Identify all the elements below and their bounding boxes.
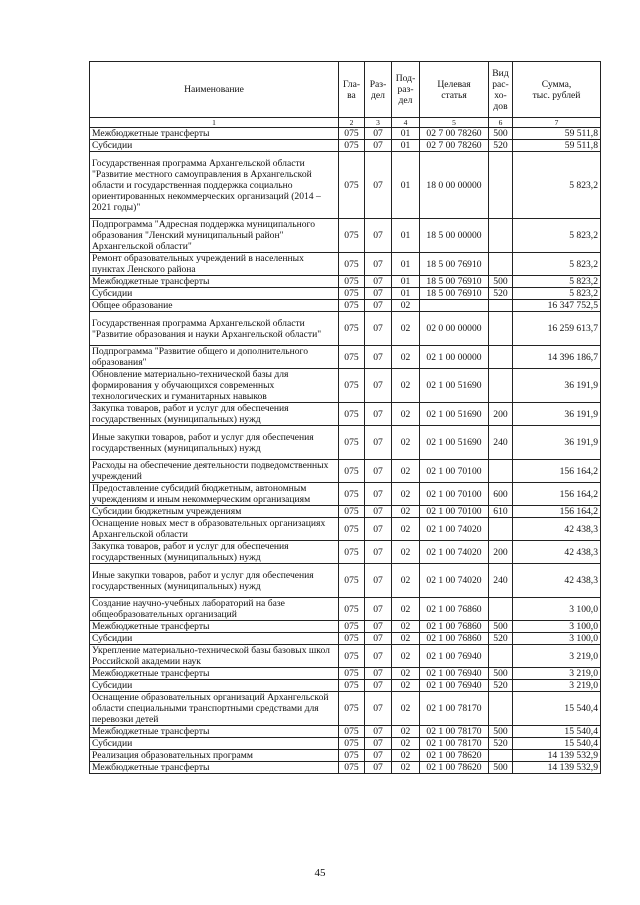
row-expense-type: 610 bbox=[489, 506, 513, 518]
row-name: Оснащение образовательных организаций Архангельской области специальными транспортными средствами для перевозки детей bbox=[90, 692, 339, 726]
row-razdel: 07 bbox=[365, 483, 392, 506]
row-expense-type bbox=[489, 692, 513, 726]
table-row bbox=[90, 621, 601, 633]
row-name: Ремонт образовательных учреждений в населенных пунктах Ленского района bbox=[90, 253, 339, 276]
row-razdel: 07 bbox=[365, 598, 392, 621]
row-sum: 42 438,3 bbox=[513, 541, 601, 564]
row-razdel: 07 bbox=[365, 276, 392, 288]
row-target-article: 02 1 00 74020 bbox=[420, 518, 489, 541]
row-razdel: 07 bbox=[365, 426, 392, 460]
row-razdel: 07 bbox=[365, 762, 392, 774]
row-target-article: 02 1 00 70100 bbox=[420, 483, 489, 506]
row-name: Субсидии bbox=[90, 680, 339, 692]
row-podrazdel: 01 bbox=[392, 219, 420, 253]
row-expense-type: 500 bbox=[489, 276, 513, 288]
row-podrazdel: 01 bbox=[392, 128, 420, 140]
table-row bbox=[90, 253, 601, 276]
row-name: Оснащение новых мест в образовательных организациях Архангельской области bbox=[90, 518, 339, 541]
row-target-article: 18 5 00 76910 bbox=[420, 253, 489, 276]
row-target-article: 02 1 00 00000 bbox=[420, 346, 489, 369]
table-row bbox=[90, 369, 601, 403]
row-name: Государственная программа Архангельской области "Развитие местного самоуправления в Архангельской области и государственная поддержка социально ориентированных некоммерческих организаций (2014 – 2021 годы)" bbox=[90, 152, 339, 219]
header-razdel: Раз- дел bbox=[365, 62, 392, 118]
row-podrazdel: 01 bbox=[392, 152, 420, 219]
row-podrazdel: 01 bbox=[392, 276, 420, 288]
row-target-article: 02 7 00 78260 bbox=[420, 140, 489, 152]
table-row bbox=[90, 426, 601, 460]
row-podrazdel: 02 bbox=[392, 518, 420, 541]
table-row bbox=[90, 483, 601, 506]
row-target-article: 02 1 00 51690 bbox=[420, 403, 489, 426]
row-expense-type bbox=[489, 645, 513, 668]
row-name: Подпрограмма "Развитие общего и дополнительного образования" bbox=[90, 346, 339, 369]
row-podrazdel: 02 bbox=[392, 680, 420, 692]
row-sum: 3 100,0 bbox=[513, 633, 601, 645]
row-glava: 075 bbox=[339, 541, 365, 564]
row-sum: 15 540,4 bbox=[513, 738, 601, 750]
table-row bbox=[90, 680, 601, 692]
row-razdel: 07 bbox=[365, 312, 392, 346]
row-glava: 075 bbox=[339, 253, 365, 276]
column-number: 4 bbox=[392, 118, 420, 128]
row-sum: 5 823,2 bbox=[513, 253, 601, 276]
row-glava: 075 bbox=[339, 506, 365, 518]
row-glava: 075 bbox=[339, 750, 365, 762]
row-expense-type bbox=[489, 369, 513, 403]
row-podrazdel: 02 bbox=[392, 621, 420, 633]
row-glava: 075 bbox=[339, 403, 365, 426]
row-sum: 15 540,4 bbox=[513, 726, 601, 738]
row-expense-type: 520 bbox=[489, 140, 513, 152]
row-name: Предоставление субсидий бюджетным, автономным учреждениям и иным некоммерческим организациям bbox=[90, 483, 339, 506]
row-podrazdel: 02 bbox=[392, 300, 420, 312]
header-row bbox=[90, 62, 601, 118]
row-podrazdel: 02 bbox=[392, 645, 420, 668]
column-number: 7 bbox=[513, 118, 601, 128]
row-name: Общее образование bbox=[90, 300, 339, 312]
row-podrazdel: 02 bbox=[392, 403, 420, 426]
row-razdel: 07 bbox=[365, 346, 392, 369]
row-target-article: 02 1 00 70100 bbox=[420, 506, 489, 518]
row-name: Межбюджетные трансферты bbox=[90, 276, 339, 288]
row-sum: 36 191,9 bbox=[513, 426, 601, 460]
table-row bbox=[90, 762, 601, 774]
row-expense-type: 200 bbox=[489, 403, 513, 426]
row-target-article bbox=[420, 300, 489, 312]
row-razdel: 07 bbox=[365, 726, 392, 738]
row-razdel: 07 bbox=[365, 403, 392, 426]
row-podrazdel: 02 bbox=[392, 346, 420, 369]
row-expense-type: 240 bbox=[489, 564, 513, 598]
row-sum: 3 100,0 bbox=[513, 621, 601, 633]
row-target-article: 02 1 00 76860 bbox=[420, 633, 489, 645]
row-sum: 3 219,0 bbox=[513, 668, 601, 680]
row-razdel: 07 bbox=[365, 152, 392, 219]
header-glava: Гла- ва bbox=[339, 62, 365, 118]
row-name: Межбюджетные трансферты bbox=[90, 762, 339, 774]
row-expense-type bbox=[489, 346, 513, 369]
row-name: Закупка товаров, работ и услуг для обеспечения государственных (муниципальных) нужд bbox=[90, 403, 339, 426]
row-glava: 075 bbox=[339, 518, 365, 541]
column-number: 5 bbox=[420, 118, 489, 128]
row-razdel: 07 bbox=[365, 253, 392, 276]
row-sum: 156 164,2 bbox=[513, 483, 601, 506]
column-number-row bbox=[90, 118, 601, 128]
row-sum: 14 396 186,7 bbox=[513, 346, 601, 369]
table-row bbox=[90, 726, 601, 738]
row-glava: 075 bbox=[339, 312, 365, 346]
row-name: Межбюджетные трансферты bbox=[90, 726, 339, 738]
row-sum: 5 823,2 bbox=[513, 219, 601, 253]
row-podrazdel: 02 bbox=[392, 726, 420, 738]
page-number: 45 bbox=[314, 867, 326, 879]
table-row bbox=[90, 692, 601, 726]
row-sum: 42 438,3 bbox=[513, 518, 601, 541]
row-razdel: 07 bbox=[365, 680, 392, 692]
row-target-article: 02 1 00 76940 bbox=[420, 668, 489, 680]
table-row bbox=[90, 140, 601, 152]
row-glava: 075 bbox=[339, 621, 365, 633]
table-row bbox=[90, 738, 601, 750]
header-sum: Сумма, тыс. рублей bbox=[513, 62, 601, 118]
row-razdel: 07 bbox=[365, 541, 392, 564]
row-razdel: 07 bbox=[365, 645, 392, 668]
row-target-article: 02 1 00 78620 bbox=[420, 750, 489, 762]
row-razdel: 07 bbox=[365, 518, 392, 541]
row-sum: 59 511,8 bbox=[513, 128, 601, 140]
row-target-article: 02 1 00 78170 bbox=[420, 726, 489, 738]
table-row bbox=[90, 403, 601, 426]
row-podrazdel: 02 bbox=[392, 483, 420, 506]
row-expense-type: 240 bbox=[489, 426, 513, 460]
row-sum: 5 823,2 bbox=[513, 152, 601, 219]
column-number: 3 bbox=[365, 118, 392, 128]
row-glava: 075 bbox=[339, 633, 365, 645]
row-name: Субсидии bbox=[90, 140, 339, 152]
row-razdel: 07 bbox=[365, 219, 392, 253]
row-podrazdel: 02 bbox=[392, 506, 420, 518]
table-row bbox=[90, 506, 601, 518]
column-number: 2 bbox=[339, 118, 365, 128]
header-name: Наименование bbox=[90, 62, 339, 118]
row-glava: 075 bbox=[339, 152, 365, 219]
row-podrazdel: 02 bbox=[392, 541, 420, 564]
row-name: Государственная программа Архангельской области "Развитие образования и науки Архангельской области" bbox=[90, 312, 339, 346]
row-expense-type bbox=[489, 253, 513, 276]
row-glava: 075 bbox=[339, 460, 365, 483]
row-expense-type: 520 bbox=[489, 680, 513, 692]
row-sum: 5 823,2 bbox=[513, 276, 601, 288]
row-podrazdel: 02 bbox=[392, 762, 420, 774]
row-name: Межбюджетные трансферты bbox=[90, 621, 339, 633]
row-podrazdel: 01 bbox=[392, 253, 420, 276]
row-podrazdel: 01 bbox=[392, 140, 420, 152]
row-expense-type bbox=[489, 750, 513, 762]
row-glava: 075 bbox=[339, 288, 365, 300]
column-number: 6 bbox=[489, 118, 513, 128]
row-expense-type: 500 bbox=[489, 726, 513, 738]
row-target-article: 02 1 00 76940 bbox=[420, 645, 489, 668]
row-podrazdel: 02 bbox=[392, 312, 420, 346]
header-expense-type: Вид рас- хо- дов bbox=[489, 62, 513, 118]
row-name: Субсидии bbox=[90, 738, 339, 750]
row-podrazdel: 02 bbox=[392, 460, 420, 483]
row-glava: 075 bbox=[339, 645, 365, 668]
row-target-article: 02 1 00 76860 bbox=[420, 598, 489, 621]
row-name: Закупка товаров, работ и услуг для обеспечения государственных (муниципальных) нужд bbox=[90, 541, 339, 564]
row-razdel: 07 bbox=[365, 738, 392, 750]
row-expense-type: 500 bbox=[489, 621, 513, 633]
row-sum: 15 540,4 bbox=[513, 692, 601, 726]
row-glava: 075 bbox=[339, 762, 365, 774]
row-sum: 14 139 532,9 bbox=[513, 750, 601, 762]
row-razdel: 07 bbox=[365, 692, 392, 726]
row-razdel: 07 bbox=[365, 369, 392, 403]
row-expense-type: 600 bbox=[489, 483, 513, 506]
row-target-article: 02 0 00 00000 bbox=[420, 312, 489, 346]
row-expense-type: 500 bbox=[489, 762, 513, 774]
table-row bbox=[90, 346, 601, 369]
table-row bbox=[90, 312, 601, 346]
row-expense-type bbox=[489, 460, 513, 483]
row-glava: 075 bbox=[339, 668, 365, 680]
row-target-article: 02 1 00 76860 bbox=[420, 621, 489, 633]
row-expense-type bbox=[489, 312, 513, 346]
table-row bbox=[90, 645, 601, 668]
row-podrazdel: 02 bbox=[392, 738, 420, 750]
row-name: Укрепление материально-технической базы базовых школ Российской академии наук bbox=[90, 645, 339, 668]
row-expense-type: 500 bbox=[489, 128, 513, 140]
row-glava: 075 bbox=[339, 140, 365, 152]
budget-table bbox=[89, 61, 601, 774]
row-target-article: 02 1 00 78620 bbox=[420, 762, 489, 774]
row-expense-type bbox=[489, 219, 513, 253]
table-row bbox=[90, 276, 601, 288]
row-razdel: 07 bbox=[365, 668, 392, 680]
row-sum: 156 164,2 bbox=[513, 460, 601, 483]
row-razdel: 07 bbox=[365, 506, 392, 518]
row-glava: 075 bbox=[339, 346, 365, 369]
row-glava: 075 bbox=[339, 128, 365, 140]
column-number: 1 bbox=[90, 118, 339, 128]
row-razdel: 07 bbox=[365, 288, 392, 300]
table-row bbox=[90, 288, 601, 300]
row-glava: 075 bbox=[339, 219, 365, 253]
table-row bbox=[90, 541, 601, 564]
row-expense-type bbox=[489, 152, 513, 219]
row-expense-type bbox=[489, 518, 513, 541]
row-name: Иные закупки товаров, работ и услуг для обеспечения государственных (муниципальных) нужд bbox=[90, 564, 339, 598]
row-target-article: 02 1 00 76940 bbox=[420, 680, 489, 692]
table-row bbox=[90, 219, 601, 253]
row-glava: 075 bbox=[339, 680, 365, 692]
row-name: Реализация образовательных программ bbox=[90, 750, 339, 762]
row-glava: 075 bbox=[339, 369, 365, 403]
row-sum: 59 511,8 bbox=[513, 140, 601, 152]
row-expense-type: 200 bbox=[489, 541, 513, 564]
row-name: Субсидии бюджетным учреждениям bbox=[90, 506, 339, 518]
row-sum: 5 823,2 bbox=[513, 288, 601, 300]
row-name: Иные закупки товаров, работ и услуг для обеспечения государственных (муниципальных) нужд bbox=[90, 426, 339, 460]
row-razdel: 07 bbox=[365, 750, 392, 762]
header-podrazdel: Под- раз- дел bbox=[392, 62, 420, 118]
row-target-article: 02 1 00 70100 bbox=[420, 460, 489, 483]
table-row bbox=[90, 518, 601, 541]
row-name: Субсидии bbox=[90, 288, 339, 300]
row-glava: 075 bbox=[339, 738, 365, 750]
row-podrazdel: 02 bbox=[392, 692, 420, 726]
row-sum: 3 219,0 bbox=[513, 680, 601, 692]
row-razdel: 07 bbox=[365, 140, 392, 152]
table-row bbox=[90, 300, 601, 312]
row-glava: 075 bbox=[339, 564, 365, 598]
row-name: Межбюджетные трансферты bbox=[90, 668, 339, 680]
row-razdel: 07 bbox=[365, 300, 392, 312]
row-name: Подпрограмма "Адресная поддержка муниципального образования "Ленский муниципальный район" Архангельской области" bbox=[90, 219, 339, 253]
row-target-article: 02 1 00 51690 bbox=[420, 426, 489, 460]
row-target-article: 02 1 00 78170 bbox=[420, 738, 489, 750]
row-name: Обновление материально-технической базы для формирования у обучающихся современных технологических и гуманитарных навыков bbox=[90, 369, 339, 403]
row-glava: 075 bbox=[339, 426, 365, 460]
table-body bbox=[90, 128, 601, 774]
row-expense-type: 520 bbox=[489, 738, 513, 750]
row-target-article: 02 1 00 74020 bbox=[420, 541, 489, 564]
row-expense-type: 500 bbox=[489, 668, 513, 680]
table-row bbox=[90, 564, 601, 598]
row-podrazdel: 02 bbox=[392, 369, 420, 403]
table-row bbox=[90, 633, 601, 645]
row-podrazdel: 02 bbox=[392, 633, 420, 645]
row-glava: 075 bbox=[339, 300, 365, 312]
row-razdel: 07 bbox=[365, 633, 392, 645]
row-razdel: 07 bbox=[365, 460, 392, 483]
row-target-article: 02 7 00 78260 bbox=[420, 128, 489, 140]
row-name: Создание научно-учебных лабораторий на базе общеобразовательных организаций bbox=[90, 598, 339, 621]
row-target-article: 02 1 00 78170 bbox=[420, 692, 489, 726]
row-razdel: 07 bbox=[365, 564, 392, 598]
row-sum: 3 219,0 bbox=[513, 645, 601, 668]
row-target-article: 18 5 00 76910 bbox=[420, 276, 489, 288]
row-target-article: 02 1 00 74020 bbox=[420, 564, 489, 598]
row-sum: 156 164,2 bbox=[513, 506, 601, 518]
row-expense-type: 520 bbox=[489, 288, 513, 300]
row-glava: 075 bbox=[339, 692, 365, 726]
row-podrazdel: 02 bbox=[392, 598, 420, 621]
row-sum: 36 191,9 bbox=[513, 403, 601, 426]
row-expense-type bbox=[489, 598, 513, 621]
row-glava: 075 bbox=[339, 276, 365, 288]
row-sum: 16 347 752,5 bbox=[513, 300, 601, 312]
row-podrazdel: 02 bbox=[392, 426, 420, 460]
table-row bbox=[90, 128, 601, 140]
row-razdel: 07 bbox=[365, 128, 392, 140]
row-podrazdel: 01 bbox=[392, 288, 420, 300]
row-podrazdel: 02 bbox=[392, 564, 420, 598]
table-row bbox=[90, 750, 601, 762]
row-expense-type: 520 bbox=[489, 633, 513, 645]
row-sum: 42 438,3 bbox=[513, 564, 601, 598]
row-expense-type bbox=[489, 300, 513, 312]
row-sum: 36 191,9 bbox=[513, 369, 601, 403]
row-sum: 3 100,0 bbox=[513, 598, 601, 621]
row-glava: 075 bbox=[339, 598, 365, 621]
row-target-article: 18 0 00 00000 bbox=[420, 152, 489, 219]
row-target-article: 02 1 00 51690 bbox=[420, 369, 489, 403]
row-name: Расходы на обеспечение деятельности подведомственных учреждений bbox=[90, 460, 339, 483]
table-row bbox=[90, 460, 601, 483]
row-sum: 14 139 532,9 bbox=[513, 762, 601, 774]
table-row bbox=[90, 598, 601, 621]
row-razdel: 07 bbox=[365, 621, 392, 633]
row-name: Межбюджетные трансферты bbox=[90, 128, 339, 140]
row-name: Субсидии bbox=[90, 633, 339, 645]
header-target-article: Целевая статья bbox=[420, 62, 489, 118]
table-row bbox=[90, 668, 601, 680]
row-glava: 075 bbox=[339, 483, 365, 506]
row-target-article: 18 5 00 76910 bbox=[420, 288, 489, 300]
row-sum: 16 259 613,7 bbox=[513, 312, 601, 346]
row-podrazdel: 02 bbox=[392, 668, 420, 680]
row-podrazdel: 02 bbox=[392, 750, 420, 762]
table-row bbox=[90, 152, 601, 219]
row-glava: 075 bbox=[339, 726, 365, 738]
row-target-article: 18 5 00 00000 bbox=[420, 219, 489, 253]
